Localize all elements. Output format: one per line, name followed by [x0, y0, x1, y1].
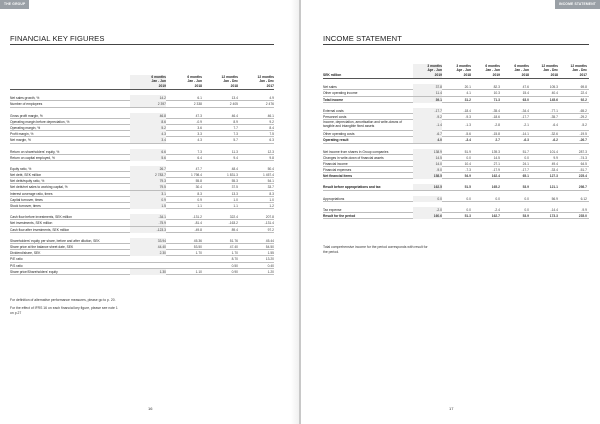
- value-cell: 13.20: [265, 257, 274, 262]
- row-label: Total income: [323, 97, 344, 102]
- value-cell: 44.40: [130, 244, 166, 250]
- row-label: External costs: [323, 108, 344, 113]
- value-cell: 1 798.4: [191, 173, 202, 178]
- column-header: 3 months Apr - Jun 2018: [456, 64, 471, 77]
- value-cell: -14.4: [550, 207, 558, 212]
- table-row: [10, 227, 274, 233]
- value-cell: -6.2: [552, 138, 558, 143]
- value-cell: 54.1: [267, 179, 274, 184]
- row-label: Financial expenses: [323, 168, 352, 173]
- value-cell: -75.9: [130, 220, 166, 226]
- value-cell: 2.7: [495, 138, 500, 143]
- value-cell: -77.1: [550, 108, 558, 113]
- row-label: Net financial items: [323, 174, 353, 179]
- row-label: Stock turnover, times: [10, 204, 41, 209]
- value-cell: 54.50: [265, 244, 274, 249]
- value-cell: -81.4: [194, 221, 202, 226]
- value-cell: 0.0: [466, 155, 471, 160]
- value-cell: 165.2: [491, 185, 500, 190]
- value-cell: 8.9: [233, 119, 238, 124]
- value-cell: 225.4: [578, 174, 587, 179]
- column-header: 6 months Jan - Jun 2018: [187, 75, 202, 88]
- value-cell: 7.3: [233, 132, 238, 137]
- value-cell: 298.7: [578, 185, 587, 190]
- value-cell: -74.3: [579, 155, 587, 160]
- column-header: 12 months Jan - Dec 2018: [221, 75, 238, 88]
- value-cell: 89.4: [231, 227, 238, 232]
- value-cell: 207.8: [265, 215, 274, 220]
- value-cell: 51.3: [464, 214, 471, 219]
- value-cell: 0.0: [466, 207, 471, 212]
- footnote-ifrs16: For the effect of IFRS 16 on each financial key figure, please see note 1 on p.27: [10, 306, 118, 315]
- value-cell: 0.9: [197, 197, 202, 202]
- value-cell: -34.4: [521, 108, 529, 113]
- value-cell: -32.6: [550, 132, 558, 137]
- value-cell: 14.2: [130, 95, 166, 101]
- value-cell: 3.6: [197, 125, 202, 130]
- row-label: Net debt/equity ratio, %: [10, 179, 45, 184]
- table-row: [10, 269, 274, 275]
- row-label: P/E ratio: [10, 257, 23, 262]
- value-cell: -17.9: [492, 168, 500, 173]
- value-cell: 46.8: [130, 113, 166, 119]
- table-row: [323, 137, 589, 143]
- value-cell: 0.9: [130, 197, 166, 203]
- value-cell: 4.3: [130, 131, 166, 137]
- value-cell: 3.3: [197, 132, 202, 137]
- row-label: Other operating costs: [323, 132, 355, 137]
- value-cell: 79.3: [130, 178, 166, 184]
- left-page: [0, 0, 299, 424]
- value-cell: -9.0: [413, 167, 442, 173]
- row-label: Profit margin, %: [10, 132, 34, 137]
- value-cell: 39.1: [413, 97, 442, 103]
- value-cell: 139.3: [491, 149, 500, 154]
- row-label: Other operating income: [323, 91, 358, 96]
- value-cell: 33.7: [267, 185, 274, 190]
- value-cell: -17.7: [521, 168, 529, 173]
- value-cell: 4.9: [269, 96, 274, 101]
- value-cell: -65.2: [579, 108, 587, 113]
- value-cell: 45.36: [193, 238, 202, 243]
- value-cell: 2.30: [130, 250, 166, 256]
- value-cell: -1.3: [465, 123, 471, 128]
- table-row: [323, 213, 589, 219]
- value-cell: 1 457.4: [263, 173, 274, 178]
- value-cell: 54.9: [464, 174, 471, 179]
- value-cell: 9.4: [233, 155, 238, 160]
- income-statement-table: [323, 64, 589, 219]
- value-cell: 0.90: [231, 269, 238, 274]
- column-header: 6 months Jan - Jun 2018: [514, 64, 529, 77]
- value-cell: 49.4: [551, 161, 558, 166]
- value-cell: 6.4: [197, 155, 202, 160]
- value-cell: -9.3: [465, 114, 471, 119]
- value-cell: 1.30: [130, 269, 166, 275]
- value-cell: -17.7: [413, 108, 442, 114]
- value-cell: 1.70: [231, 251, 238, 256]
- table-row: [323, 120, 589, 131]
- value-cell: 1.10: [195, 269, 202, 274]
- value-cell: -5.2: [581, 123, 587, 128]
- page-title-left: FINANCIAL KEY FIGURES: [10, 34, 105, 43]
- header-label-cell: SEK million: [323, 73, 342, 78]
- value-cell: -6.3: [523, 138, 529, 143]
- value-cell: 0.0: [495, 196, 500, 201]
- value-cell: 145.6: [549, 97, 558, 102]
- table-row: [323, 97, 589, 103]
- value-cell: 0.50: [231, 263, 238, 268]
- value-cell: -7.3: [465, 168, 471, 173]
- value-cell: -49.8: [194, 227, 202, 232]
- value-cell: 4.1: [466, 91, 471, 96]
- value-cell: 0.0: [524, 207, 529, 212]
- value-cell: 7.7: [233, 125, 238, 130]
- value-cell: 13.3: [231, 191, 238, 196]
- value-cell: 37.5: [231, 185, 238, 190]
- value-cell: -9.9: [581, 207, 587, 212]
- value-cell: 5.6: [130, 155, 166, 161]
- table-row: [323, 173, 589, 179]
- value-cell: -35.4: [492, 108, 500, 113]
- column-header: 12 months Jan - Dec 2017: [570, 64, 587, 77]
- value-cell: 9.2: [269, 119, 274, 124]
- row-label: Net investments, SEK million: [10, 221, 53, 226]
- value-cell: 6.12: [580, 196, 587, 201]
- row-label: Net income from shares in Group companies: [323, 149, 389, 154]
- value-cell: 51.5: [464, 185, 471, 190]
- value-cell: -2.4: [494, 207, 500, 212]
- title-divider-right: [323, 44, 589, 45]
- value-cell: 160.6: [413, 213, 442, 219]
- value-cell: 33.94: [130, 238, 166, 244]
- row-label: Interest coverage ratio, times: [10, 191, 53, 196]
- value-cell: 1.20: [267, 269, 274, 274]
- value-cell: -1.4: [413, 120, 442, 131]
- value-cell: 121.1: [549, 185, 558, 190]
- value-cell: 14.0: [413, 161, 442, 167]
- table-row: [323, 184, 589, 190]
- value-cell: -6.4: [552, 123, 558, 128]
- value-cell: 69.8: [580, 85, 587, 90]
- value-cell: 11.3: [231, 149, 238, 154]
- table-header-row: [323, 64, 589, 79]
- value-cell: 1 831.3: [227, 173, 238, 178]
- row-label: P/S ratio: [10, 263, 23, 268]
- value-cell: 8.4: [269, 125, 274, 130]
- value-cell: 10.3: [493, 91, 500, 96]
- row-label: Share price at the balance sheet date, SEK: [10, 244, 74, 249]
- row-label: Cash flow after investments, SEK million: [10, 227, 70, 232]
- page-title-right: INCOME STATEMENT: [323, 34, 402, 43]
- value-cell: 0.40: [267, 263, 274, 268]
- value-cell: 11.4: [413, 90, 442, 96]
- row-label: Result for the period: [323, 214, 356, 219]
- value-cell: 37.8: [413, 84, 442, 90]
- row-label: Equity ratio, %: [10, 166, 32, 171]
- title-divider-left: [10, 44, 274, 45]
- value-cell: -17.7: [521, 114, 529, 119]
- value-cell: 1.2: [269, 204, 274, 209]
- value-cell: 79.5: [130, 184, 166, 190]
- value-cell: 27.1: [493, 161, 500, 166]
- value-cell: 4.0: [413, 137, 442, 143]
- column-header: 6 months Jan - Jun 2019: [130, 75, 166, 89]
- row-label: Gross profit margin, %: [10, 113, 43, 118]
- value-cell: 7.3: [197, 149, 202, 154]
- value-cell: 1.0: [269, 197, 274, 202]
- row-label: Number of employees: [10, 102, 43, 107]
- value-cell: 47.7: [195, 166, 202, 171]
- row-label: Appropriations: [323, 196, 345, 201]
- row-label: Return on capital employed, %: [10, 155, 55, 160]
- value-cell: 10.4: [464, 161, 471, 166]
- value-cell: 3.4: [130, 137, 166, 143]
- value-cell: -123.3: [130, 227, 166, 233]
- value-cell: 287.3: [578, 149, 587, 154]
- footnote-definitions: For definition of alternative performance measures, please go to p. 20.: [10, 298, 116, 302]
- value-cell: 55.8: [195, 179, 202, 184]
- value-cell: 6.3: [269, 138, 274, 143]
- row-label: Financial income: [323, 161, 348, 166]
- value-cell: 64.5: [580, 161, 587, 166]
- value-cell: 53.50: [193, 244, 202, 249]
- column-header: 3 months Apr - Jun 2019: [413, 64, 442, 78]
- value-cell: 31.2: [464, 97, 471, 102]
- row-label: Operating result: [323, 138, 349, 143]
- value-cell: -18.6: [492, 114, 500, 119]
- value-cell: 1.5: [130, 203, 166, 209]
- value-cell: 50.4: [267, 166, 274, 171]
- column-header: 12 months Jan - Dec 2018: [541, 64, 558, 77]
- value-cell: 30.4: [195, 185, 202, 190]
- table-row: [10, 155, 274, 161]
- value-cell: 46.4: [231, 113, 238, 118]
- value-cell: 6.1: [197, 96, 202, 101]
- value-cell: 63.0: [522, 97, 529, 102]
- value-cell: 8.6: [130, 119, 166, 125]
- column-header: 6 months Jan - Jun 2019: [485, 64, 500, 77]
- value-cell: 2 476: [265, 102, 274, 107]
- value-cell: 0.0: [524, 196, 529, 201]
- financial-key-figures-table: [10, 75, 274, 275]
- row-label: Personnel costs: [323, 114, 347, 119]
- row-label: Tax expense: [323, 207, 342, 212]
- value-cell: 51.9: [464, 149, 471, 154]
- section-tag-left: THE GROUP: [0, 0, 29, 9]
- value-cell: 47.40: [229, 244, 238, 249]
- value-cell: 8.3: [197, 191, 202, 196]
- value-cell: 3.1: [130, 191, 166, 197]
- value-cell: -5.6: [465, 132, 471, 137]
- value-cell: -3.4: [465, 138, 471, 143]
- value-cell: 105.3: [549, 85, 558, 90]
- value-cell: -2.1: [523, 123, 529, 128]
- page-number-right: 17: [449, 406, 454, 411]
- value-cell: 5.7: [233, 138, 238, 143]
- value-cell: 55.3: [231, 179, 238, 184]
- value-cell: 24.1: [522, 161, 529, 166]
- value-cell: 20.1: [464, 85, 471, 90]
- column-header: 12 months Jan - Dec 2017: [257, 75, 274, 88]
- row-label: Return on shareholders' equity, %: [10, 149, 60, 154]
- value-cell: 6.6: [130, 149, 166, 155]
- value-cell: 14.5: [493, 155, 500, 160]
- value-cell: 51.76: [229, 238, 238, 243]
- page-number-left: 16: [148, 406, 153, 411]
- value-cell: 322.4: [229, 215, 238, 220]
- value-cell: 138.9: [413, 149, 442, 155]
- value-cell: -34.1: [130, 214, 166, 220]
- value-cell: 2 783.7: [130, 172, 166, 178]
- value-cell: -26.7: [579, 138, 587, 143]
- value-cell: 5.2: [130, 125, 166, 131]
- value-cell: 26.7: [130, 166, 166, 172]
- right-page: [301, 0, 600, 424]
- row-label: Result before appropriations and tax: [323, 185, 381, 190]
- row-label: Capital turnover, times: [10, 197, 43, 202]
- value-cell: -35.7: [550, 114, 558, 119]
- value-cell: 162.7: [491, 214, 500, 219]
- value-cell: 9.9: [553, 155, 558, 160]
- value-cell: 1.0: [233, 197, 238, 202]
- value-cell: -6.7: [413, 131, 442, 137]
- table-row: [323, 196, 589, 202]
- row-label: Net sales: [323, 85, 337, 90]
- value-cell: -131.2: [192, 215, 202, 220]
- row-label: Net sales growth, %: [10, 96, 40, 101]
- value-cell: 7.5: [269, 132, 274, 137]
- value-cell: -19.5: [579, 132, 587, 137]
- value-cell: 15.4: [522, 91, 529, 96]
- table-row: [10, 101, 274, 107]
- row-label: Dividend/share, SEK: [10, 251, 41, 256]
- value-cell: 22.4: [580, 91, 587, 96]
- value-cell: 13.4: [231, 96, 238, 101]
- row-label: Net debt/net sales to working capital, %: [10, 185, 68, 190]
- value-cell: -33.4: [550, 168, 558, 173]
- value-cell: 45.44: [265, 238, 274, 243]
- value-cell: 53.9: [522, 214, 529, 219]
- value-cell: 47.6: [522, 85, 529, 90]
- row-label: Net debt, SEK million: [10, 173, 42, 178]
- value-cell: 46.1: [267, 113, 274, 118]
- value-cell: 97.2: [267, 227, 274, 232]
- value-cell: 51.7: [522, 149, 529, 154]
- value-cell: 2 338: [193, 102, 202, 107]
- table-header-row: [10, 75, 274, 90]
- spine-shadow: [291, 0, 299, 424]
- value-cell: 158.5: [413, 173, 442, 179]
- value-cell: 127.3: [549, 174, 558, 179]
- row-label: Net margin, %: [10, 138, 31, 143]
- value-cell: 162.4: [491, 174, 500, 179]
- row-label: Changes in write-down of financial assets: [323, 155, 384, 160]
- value-cell: 101.4: [549, 149, 558, 154]
- value-cell: -29.2: [579, 114, 587, 119]
- row-label: Share price/Shareholders' equity: [10, 269, 58, 274]
- value-cell: 0.0: [524, 155, 529, 160]
- value-cell: 71.3: [493, 97, 500, 102]
- value-cell: -9.2: [413, 114, 442, 120]
- value-cell: 65.1: [522, 174, 529, 179]
- value-cell: 47.3: [195, 113, 202, 118]
- value-cell: -2.8: [494, 123, 500, 128]
- value-cell: 235.0: [578, 214, 587, 219]
- value-cell: 9.8: [269, 155, 274, 160]
- value-cell: 14.5: [413, 155, 442, 161]
- value-cell: 1.1: [233, 204, 238, 209]
- value-cell: -0.9: [196, 119, 202, 124]
- value-cell: 173.3: [549, 214, 558, 219]
- value-cell: 2 397: [130, 101, 166, 107]
- table-row: [10, 203, 274, 209]
- value-cell: 12.3: [267, 149, 274, 154]
- value-cell: 8.3: [269, 191, 274, 196]
- value-cell: -15.8: [492, 132, 500, 137]
- value-cell: 4.3: [197, 138, 202, 143]
- value-cell: -163.2: [228, 221, 238, 226]
- row-label: Shareholders' equity per share, before and after dilution, SEK: [10, 238, 100, 243]
- value-cell: -14.1: [521, 132, 529, 137]
- row-label: Operating margin before depreciation, %: [10, 119, 70, 124]
- value-cell: 1.55: [267, 251, 274, 256]
- value-cell: 48.4: [231, 166, 238, 171]
- value-cell: 0.0: [466, 196, 471, 201]
- value-cell: 40.4: [551, 91, 558, 96]
- value-cell: 53.9: [522, 185, 529, 190]
- row-label: Cash flow before investments, SEK million: [10, 215, 72, 220]
- footnote-comprehensive-income: Total comprehensive income for the period corresponds with result for the period.: [323, 245, 428, 254]
- value-cell: 82.3: [493, 85, 500, 90]
- table-row: [10, 137, 274, 143]
- value-cell: -131.4: [264, 221, 274, 226]
- value-cell: 8.70: [231, 257, 238, 262]
- value-cell: -18.4: [463, 108, 471, 113]
- value-cell: 1.70: [195, 251, 202, 256]
- value-cell: 2 405: [229, 102, 238, 107]
- value-cell: -51.7: [579, 168, 587, 173]
- value-cell: 92.2: [580, 97, 587, 102]
- row-label: Operating margin, %: [10, 125, 41, 130]
- value-cell: -2.0: [413, 207, 442, 213]
- value-cell: 162.5: [413, 184, 442, 190]
- value-cell: 56.9: [551, 196, 558, 201]
- value-cell: 1.1: [197, 204, 202, 209]
- value-cell: 0.0: [413, 196, 442, 202]
- section-tag-right: INCOME STATEMENT: [555, 0, 600, 9]
- row-label: Income, depreciation, amortisation and write-downs of tangible and intangible fixed assets: [323, 120, 402, 128]
